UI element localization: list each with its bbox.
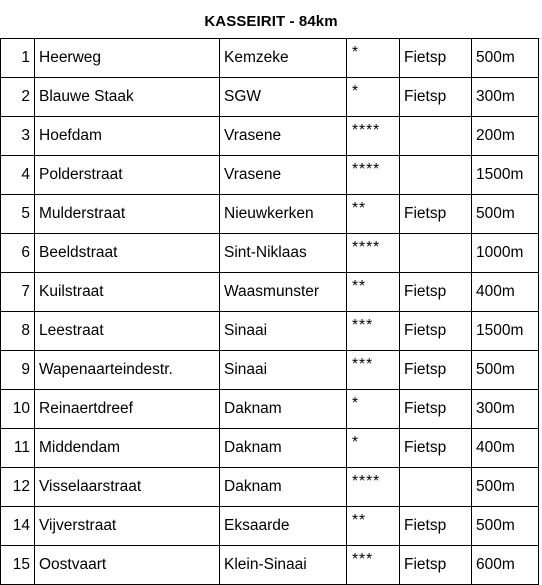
cell-town[interactable]: Sinaai — [220, 351, 347, 390]
cell-bike-path[interactable]: Fietsp — [400, 390, 472, 429]
cell-bike-path[interactable] — [400, 234, 472, 273]
cell-street[interactable]: Beeldstraat — [35, 234, 220, 273]
table-row — [1, 78, 539, 117]
cell-street[interactable]: Kuilstraat — [35, 273, 220, 312]
cell-town[interactable]: Kemzeke — [220, 39, 347, 78]
cell-rating[interactable]: ** — [347, 273, 400, 312]
cell-length[interactable]: 500m — [472, 39, 539, 78]
cell-town[interactable]: Vrasene — [220, 117, 347, 156]
cell-town[interactable]: Sinaai — [220, 312, 347, 351]
cell-number[interactable]: 1 — [1, 39, 35, 78]
cell-street[interactable]: Blauwe Staak — [35, 78, 220, 117]
cell-street[interactable]: Visselaarstraat — [35, 468, 220, 507]
cell-street[interactable]: Heerweg — [35, 39, 220, 78]
table-row — [1, 546, 539, 585]
cell-rating[interactable]: **** — [347, 117, 400, 156]
cell-rating[interactable]: * — [347, 78, 400, 117]
cell-rating[interactable]: *** — [347, 312, 400, 351]
cell-town[interactable]: SGW — [220, 78, 347, 117]
cell-number[interactable]: 12 — [1, 468, 35, 507]
cell-number[interactable]: 11 — [1, 429, 35, 468]
cell-town[interactable]: Sint-Niklaas — [220, 234, 347, 273]
cell-bike-path[interactable] — [400, 156, 472, 195]
cell-length[interactable]: 300m — [472, 390, 539, 429]
cell-town[interactable]: Vrasene — [220, 156, 347, 195]
cell-rating[interactable]: ** — [347, 195, 400, 234]
cell-length[interactable]: 500m — [472, 351, 539, 390]
cell-number[interactable]: 2 — [1, 78, 35, 117]
table-row — [1, 195, 539, 234]
cell-number[interactable]: 14 — [1, 507, 35, 546]
cell-town[interactable]: Daknam — [220, 468, 347, 507]
table-row — [1, 156, 539, 195]
cell-length[interactable]: 500m — [472, 195, 539, 234]
cell-street[interactable]: Polderstraat — [35, 156, 220, 195]
cell-bike-path[interactable]: Fietsp — [400, 78, 472, 117]
cell-length[interactable]: 400m — [472, 429, 539, 468]
table-row — [1, 39, 539, 78]
table-row — [1, 390, 539, 429]
cell-rating[interactable]: **** — [347, 156, 400, 195]
cell-length[interactable]: 1500m — [472, 156, 539, 195]
table-row — [1, 234, 539, 273]
cell-length[interactable]: 500m — [472, 507, 539, 546]
cell-rating[interactable]: *** — [347, 546, 400, 585]
cell-rating[interactable]: * — [347, 39, 400, 78]
cell-rating[interactable]: *** — [347, 351, 400, 390]
cell-bike-path[interactable]: Fietsp — [400, 351, 472, 390]
cell-town[interactable]: Eksaarde — [220, 507, 347, 546]
cell-number[interactable]: 7 — [1, 273, 35, 312]
cell-town[interactable]: Klein-Sinaai — [220, 546, 347, 585]
cell-number[interactable]: 3 — [1, 117, 35, 156]
table-row — [1, 507, 539, 546]
cell-length[interactable]: 600m — [472, 546, 539, 585]
cell-number[interactable]: 15 — [1, 546, 35, 585]
table-body — [1, 39, 539, 585]
cell-bike-path[interactable]: Fietsp — [400, 429, 472, 468]
cell-number[interactable]: 10 — [1, 390, 35, 429]
cell-town[interactable]: Daknam — [220, 429, 347, 468]
table-row — [1, 351, 539, 390]
cell-rating[interactable]: * — [347, 390, 400, 429]
table-row — [1, 273, 539, 312]
cell-street[interactable]: Mulderstraat — [35, 195, 220, 234]
cell-bike-path[interactable]: Fietsp — [400, 39, 472, 78]
cobblestone-table — [0, 38, 539, 585]
table-row — [1, 468, 539, 507]
cell-rating[interactable]: **** — [347, 234, 400, 273]
cell-rating[interactable]: **** — [347, 468, 400, 507]
cell-bike-path[interactable]: Fietsp — [400, 273, 472, 312]
cell-number[interactable]: 8 — [1, 312, 35, 351]
cell-street[interactable]: Hoefdam — [35, 117, 220, 156]
cell-number[interactable]: 5 — [1, 195, 35, 234]
cell-town[interactable]: Nieuwkerken — [220, 195, 347, 234]
cell-bike-path[interactable] — [400, 117, 472, 156]
cell-bike-path[interactable]: Fietsp — [400, 195, 472, 234]
cell-town[interactable]: Waasmunster — [220, 273, 347, 312]
cell-length[interactable]: 1500m — [472, 312, 539, 351]
cell-rating[interactable]: * — [347, 429, 400, 468]
cell-street[interactable]: Middendam — [35, 429, 220, 468]
cell-bike-path[interactable] — [400, 468, 472, 507]
cell-length[interactable]: 1000m — [472, 234, 539, 273]
cell-rating[interactable]: ** — [347, 507, 400, 546]
cell-town[interactable]: Daknam — [220, 390, 347, 429]
cell-length[interactable]: 300m — [472, 78, 539, 117]
cell-street[interactable]: Reinaertdreef — [35, 390, 220, 429]
sheet-title: KASSEIRIT - 84km — [204, 13, 338, 30]
cell-bike-path[interactable]: Fietsp — [400, 546, 472, 585]
cell-number[interactable]: 4 — [1, 156, 35, 195]
cell-street[interactable]: Vijverstraat — [35, 507, 220, 546]
cell-number[interactable]: 9 — [1, 351, 35, 390]
cell-street[interactable]: Oostvaart — [35, 546, 220, 585]
table-row — [1, 117, 539, 156]
cell-length[interactable]: 200m — [472, 117, 539, 156]
cell-number[interactable]: 6 — [1, 234, 35, 273]
cell-length[interactable]: 400m — [472, 273, 539, 312]
table-row — [1, 312, 539, 351]
cell-bike-path[interactable]: Fietsp — [400, 312, 472, 351]
cell-street[interactable]: Wapenaarteindestr. — [35, 351, 220, 390]
cell-street[interactable]: Leestraat — [35, 312, 220, 351]
cell-length[interactable]: 500m — [472, 468, 539, 507]
cell-bike-path[interactable]: Fietsp — [400, 507, 472, 546]
table-row — [1, 429, 539, 468]
